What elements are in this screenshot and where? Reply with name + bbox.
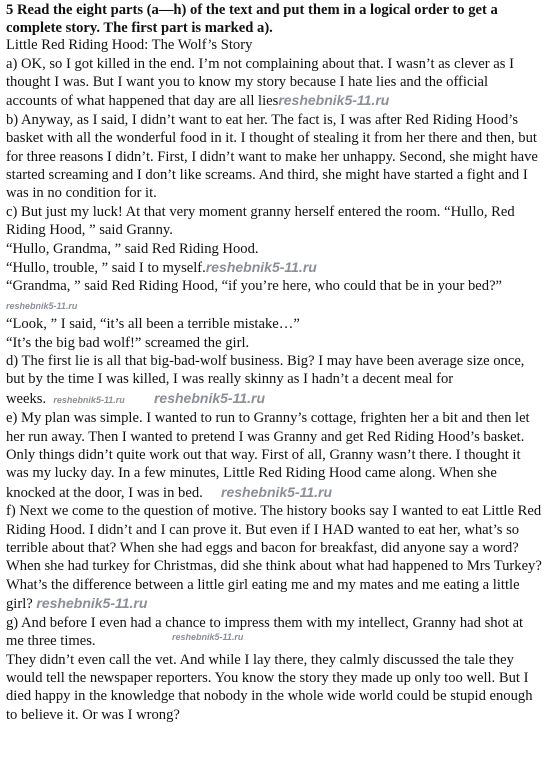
story-body [6, 55, 542, 725]
watermark: reshebnik5-11.ru [205, 258, 317, 275]
watermark: reshebnik5-11.ru [278, 92, 390, 109]
paragraph-b: b) Anyway, as I said, I didn’t want to eat her. The fact is, I was after Red Riding Hood’s basket with all the wonderful food in it. I thought of stealing it from her there and then, but for three reasons I didn’t. First, I didn’t want to make her unhappy. Second, she might have started screaming and I don’t like screams. And third, she might have started a fight and I was in no condition for it. [6, 111, 538, 202]
paragraph-e: e) My plan was simple. I wanted to run to Granny’s cottage, frighten her a bit and then let her run away. Then I wanted to pretend I was Granny and get Red Riding Hood’s basket. [6, 410, 530, 445]
paragraph-ending: They didn’t even call the vet. And while I lay there, they calmly discussed the tale they would tell the newspaper reporters. You know the story they made up only too well. But I died happy in the knowledge that nobody in the whole wide world could be stupid enough to believe it. Or was I wrong? [6, 651, 533, 723]
document-page [6, 2, 542, 724]
paragraph-f: f) Next we come to the question of motive. The history books say I wanted to eat Little Red Riding Hood. I didn’t and I can prove it. But even if I HAD wanted to eat her, what’s so terrible about that? When she had eggs and bacon for breakfast, did anyone say a word? When she had turkey for Christmas, did she think about what had happened to Mrs Turkey? What’s the difference between a little girl eating me and my mates and me eating a little girl? reshebnik5-11.ru [6, 503, 542, 613]
paragraph-g: g) And before I even had a chance to impress them with my intellect, Granny had shot at me three times. [6, 614, 524, 650]
story-title: Little Red Riding Hood: The Wolf’s Story [6, 37, 253, 53]
dialogue-line: “Grandma, ” said Red Riding Hood, “if you’re here, who could that be in your bed?” reshebnik5-11.ru [6, 278, 503, 311]
watermark: reshebnik5-11.ru [36, 595, 148, 612]
dialogue-line: “Hullo, trouble, ” said I to myself.reshebnik5-11.ru [6, 258, 317, 276]
watermark: reshebnik5-11.ru [153, 389, 265, 406]
dialogue-line: “It’s the big bad wolf!” screamed the girl. [6, 334, 250, 351]
paragraph-d: d) The first lie is all that big-bad-wolf business. Big? I may have been average size once, but by the time I was killed, I was really skinny as I hadn’t a decent meal for weeks. reshebnik5-11.ru reshebnik5-11.ru [6, 353, 525, 407]
dialogue-line: “Hullo, Grandma, ” said Red Riding Hood. [6, 240, 259, 257]
task-heading: 5 Read the eight parts (a—h) of the text and put them in a logical order to get a complete story. The first part is marked a). [6, 2, 498, 36]
dialogue-line: “Look, ” I said, “it’s all been a terrible mistake…” [6, 316, 300, 333]
paragraph-a: a) OK, so I got killed in the end. I’m not complaining about that. I wasn’t as clever as I thought I was. But I want you to know my story because I hate lies and the official accounts of what happened that day are all liesreshebnik5-11.ru [6, 55, 514, 110]
paragraph-c: c) But just my luck! At that very moment granny herself entered the room. “Hullo, Red Riding Hood, ” said Granny. [6, 203, 515, 239]
watermark: reshebnik5-11.ru [6, 300, 78, 311]
watermark: reshebnik5-11.ru [172, 632, 244, 642]
watermark: reshebnik5-11.ru [221, 483, 333, 500]
paragraph-e-continued: Only things didn’t quite work out that way. First of all, Granny wasn’t there. I thought it was my lucky day. In a few minutes, Little Red Riding Hood came along. When she knocked at the door, I was in bed. reshebnik5-11.ru [6, 447, 521, 501]
watermark: reshebnik5-11.ru [53, 394, 125, 405]
